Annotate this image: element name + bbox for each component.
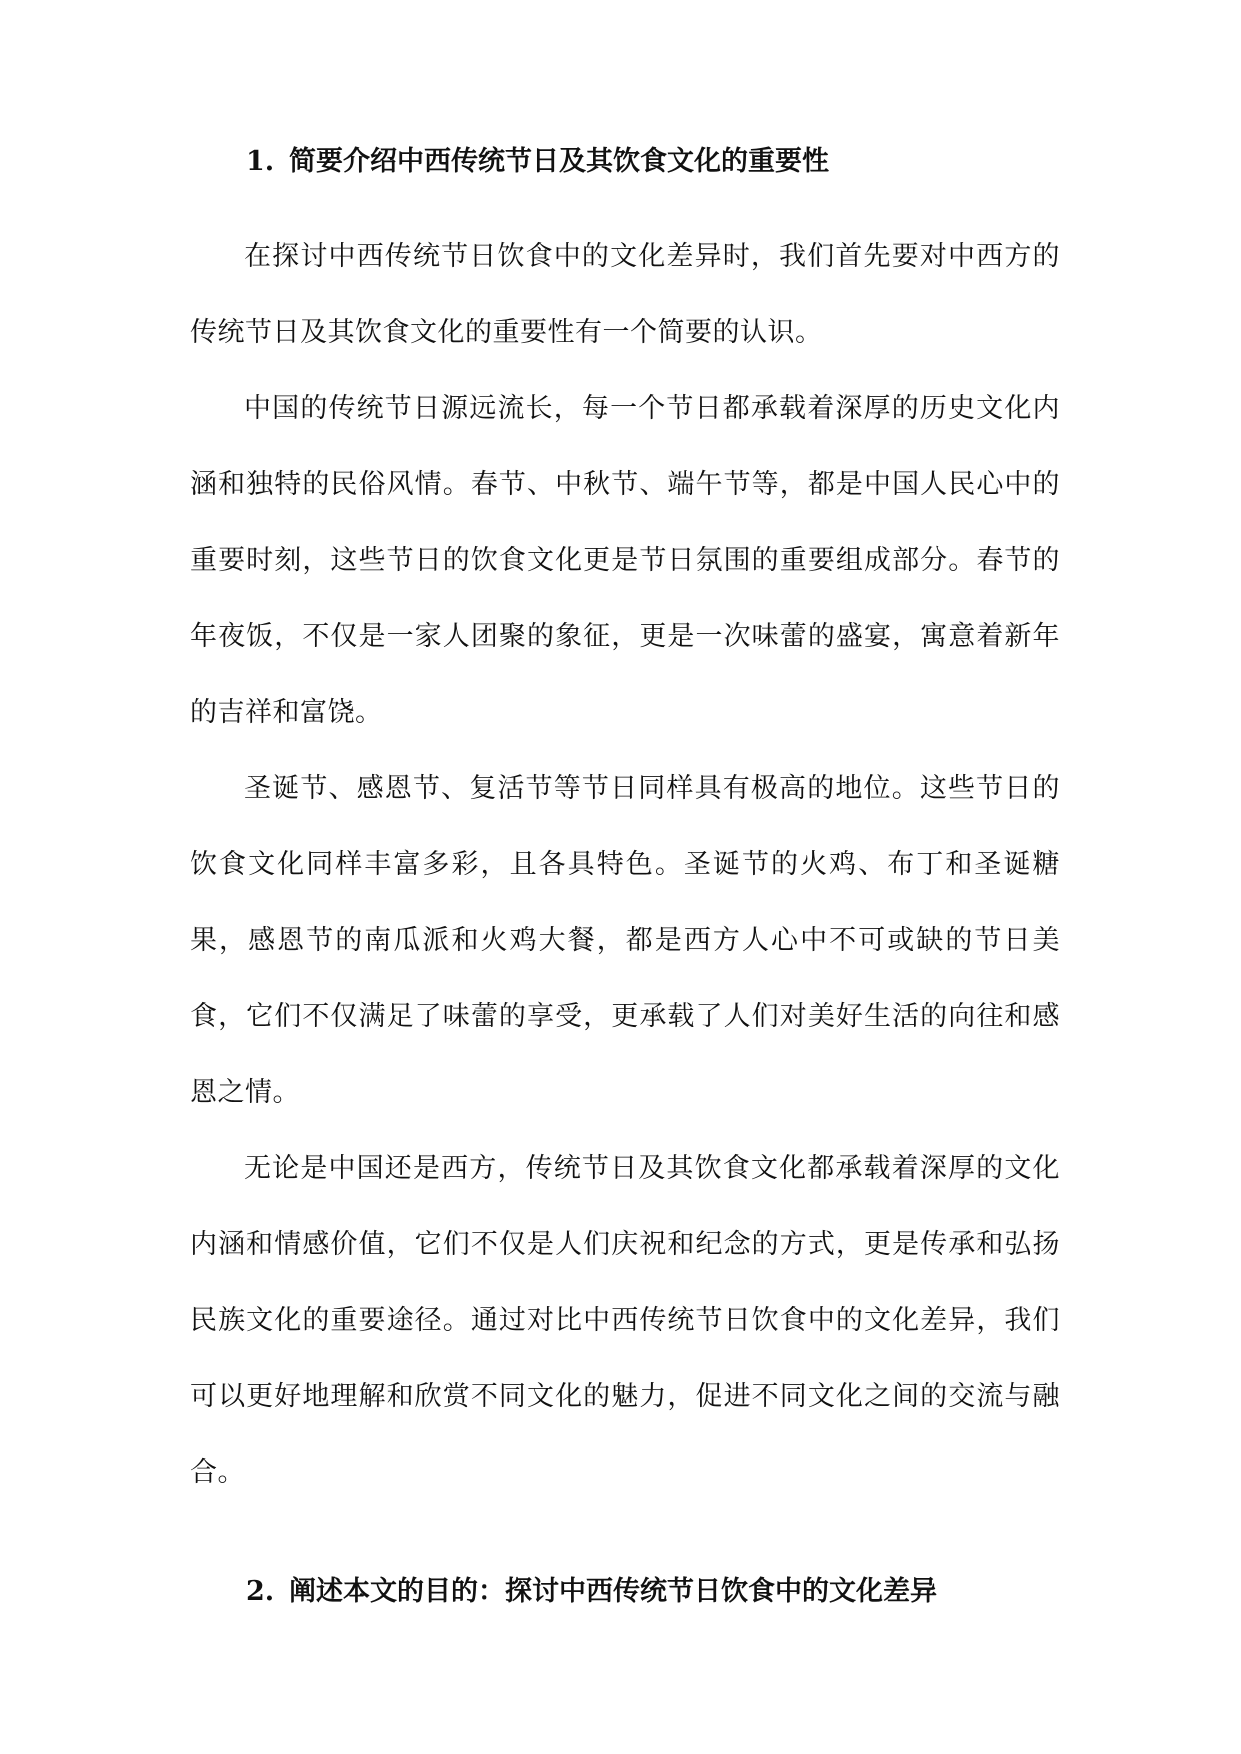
section-number: 1. — [246, 146, 275, 177]
section-number: 2. — [246, 1576, 275, 1607]
body-paragraph: 中国的传统节日源远流长，每一个节日都承载着深厚的历史文化内涵和独特的民俗风情。春节、中秋节、端午节等，都是中国人民心中的重要时刻，这些节日的饮食文化更是节日氛围的重要组成部分。春节的年夜饭，不仅是一家人团聚的象征，更是一次味蕾的盛宴，寓意着新年的吉祥和富饶。 — [190, 393, 1060, 728]
body-paragraph: 无论是中国还是西方，传统节日及其饮食文化都承载着深厚的文化内涵和情感价值，它们不仅是人们庆祝和纪念的方式，更是传承和弘扬民族文化的重要途径。通过对比中西传统节日饮食中的文化差异，我们可以更好地理解和欣赏不同文化的魅力，促进不同文化之间的交流与融合。 — [190, 1153, 1060, 1488]
section-heading-1 — [190, 143, 1060, 181]
body-paragraph: 圣诞节、感恩节、复活节等节日同样具有极高的地位。这些节日的饮食文化同样丰富多彩，且各具特色。圣诞节的火鸡、布丁和圣诞糖果，感恩节的南瓜派和火鸡大餐，都是西方人心中不可或缺的节日美食，它们不仅满足了味蕾的享受，更承载了人们对美好生活的向往和感恩之情。 — [190, 773, 1060, 1108]
section-title: 阐述本文的目的：探讨中西传统节日饮食中的文化差异 — [289, 1576, 937, 1607]
section-heading-2 — [190, 1573, 1060, 1611]
section-title: 简要介绍中西传统节日及其饮食文化的重要性 — [289, 146, 829, 177]
document-body — [190, 143, 1060, 1611]
body-paragraph: 在探讨中西传统节日饮食中的文化差异时，我们首先要对中西方的传统节日及其饮食文化的重要性有一个简要的认识。 — [190, 241, 1060, 348]
